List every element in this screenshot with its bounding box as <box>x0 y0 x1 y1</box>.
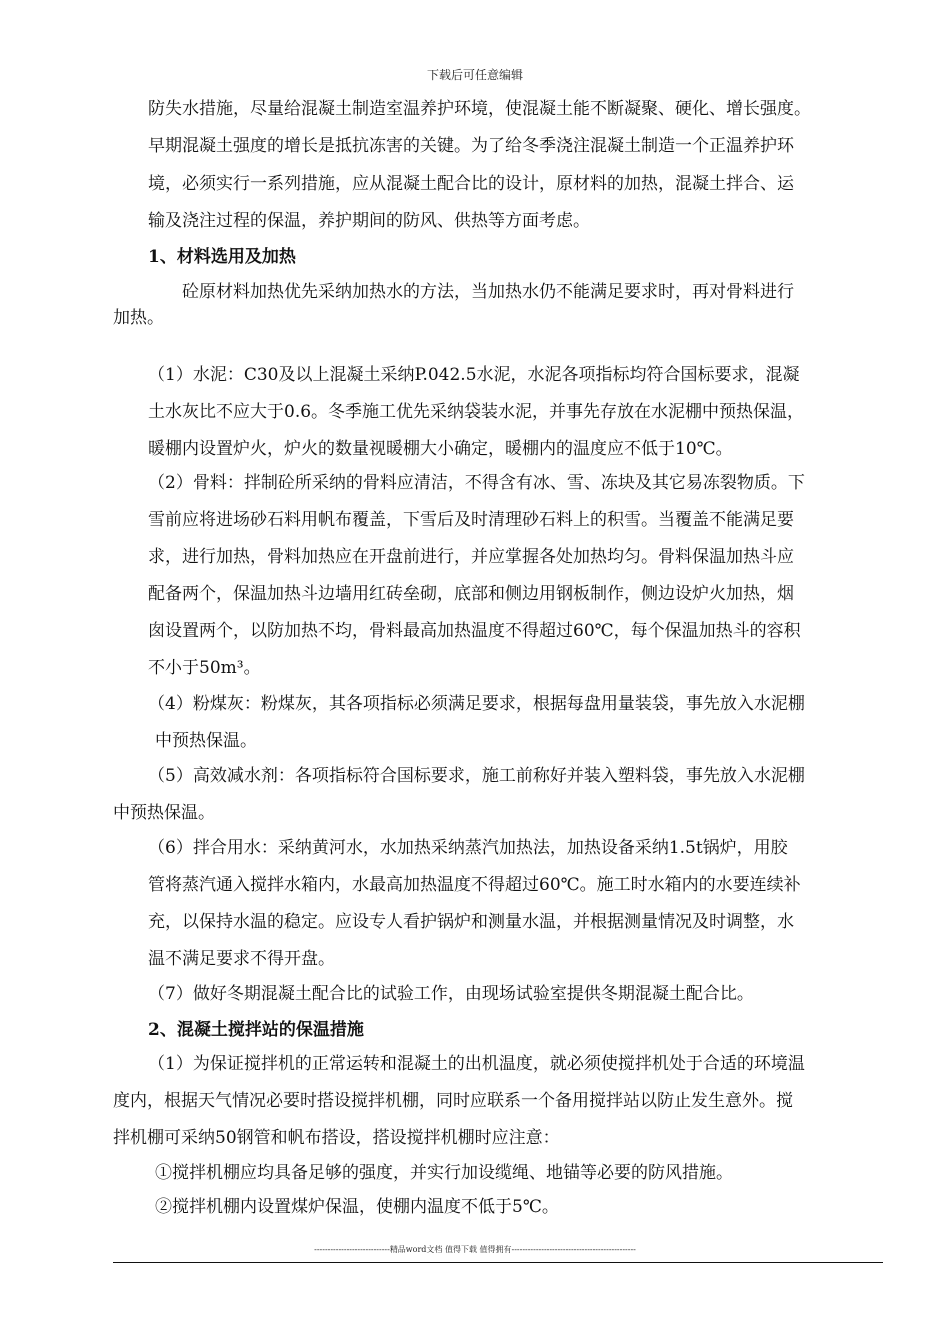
cement-line-1: （1）水泥：C30及以上混凝土采纳P.042.5水泥，水泥各项指标均符合国标要求，混凝 <box>148 365 800 385</box>
cement-line-2: 土水灰比不应大于0.6。冬季施工优先采纳袋装水泥，并事先存放在水泥棚中预热保温， <box>148 402 805 422</box>
section-2-line-2: 度内，根据天气情况必要时搭设搅拌机棚，同时应联系一个备用搅拌站以防止发生意外。搅 <box>113 1091 793 1111</box>
reducer-line-2: 中预热保温。 <box>113 803 215 823</box>
section-1-intro-line-2: 加热。 <box>113 308 164 328</box>
aggregate-line-4: 配备两个，保温加热斗边墙用红砖垒砌，底部和侧边用钢板制作，侧边设炉火加热，烟 <box>148 584 794 604</box>
footer-divider <box>113 1262 883 1263</box>
flyash-line-1: （4）粉煤灰：粉煤灰，其各项指标必须满足要求，根据每盘用量装袋，事先放入水泥棚 <box>148 694 805 714</box>
section-2-item-1: ①搅拌机棚应均具备足够的强度，并实行加设缆绳、地锚等必要的防风措施。 <box>155 1163 733 1183</box>
section-2-heading: 2、混凝土搅拌站的保温措施 <box>148 1020 364 1040</box>
aggregate-line-5: 囱设置两个，以防加热不均，骨料最高加热温度不得超过60℃，每个保温加热斗的容积 <box>148 621 801 641</box>
section-2-line-3: 拌机棚可采纳50钢管和帆布搭设，搭设搅拌机棚时应注意： <box>113 1128 560 1148</box>
section-2-item-2: ②搅拌机棚内设置煤炉保温，使棚内温度不低于5℃。 <box>155 1197 559 1217</box>
section-1-heading: 1、材料选用及加热 <box>148 247 296 267</box>
intro-line-4: 输及浇注过程的保温，养护期间的防风、供热等方面考虑。 <box>148 211 590 231</box>
aggregate-line-2: 雪前应将进场砂石料用帆布覆盖，下雪后及时清理砂石料上的积雪。当覆盖不能满足要 <box>148 510 794 530</box>
water-line-4: 温不满足要求不得开盘。 <box>148 949 335 969</box>
section-2-line-1: （1）为保证搅拌机的正常运转和混凝土的出机温度，就必须使搅拌机处于合适的环境温 <box>148 1054 805 1074</box>
aggregate-line-1: （2）骨料：拌制砼所采纳的骨料应清洁，不得含有冰、雪、冻块及其它易冻裂物质。下 <box>148 473 805 493</box>
water-line-1: （6）拌合用水：采纳黄河水，水加热采纳蒸汽加热法，加热设备采纳1.5t锅炉，用胶 <box>148 838 788 858</box>
section-1-intro-line-1: 砼原材料加热优先采纳加热水的方法，当加热水仍不能满足要求时，再对骨料进行 <box>182 282 794 302</box>
intro-line-3: 境，必须实行一系列措施，应从混凝土配合比的设计，原材料的加热，混凝土拌合、运 <box>148 174 794 194</box>
page-header: 下载后可任意编辑 <box>426 68 523 82</box>
aggregate-line-6: 不小于50m³。 <box>148 658 261 678</box>
water-line-3: 充，以保持水温的稳定。应设专人看护锅炉和测量水温，并根据测量情况及时调整，水 <box>148 912 794 932</box>
page-footer: ----------------------------精品word文档 值得下载 值得拥有---------------------------------------------- <box>314 1245 636 1254</box>
aggregate-line-3: 求，进行加热，骨料加热应在开盘前进行，并应掌握各处加热均匀。骨料保温加热斗应 <box>148 547 794 567</box>
mix-trial-line: （7）做好冬期混凝土配合比的试验工作，由现场试验室提供冬期混凝土配合比。 <box>148 984 754 1004</box>
reducer-line-1: （5）高效减水剂：各项指标符合国标要求，施工前称好并装入塑料袋，事先放入水泥棚 <box>148 766 805 786</box>
intro-line-2: 早期混凝土强度的增长是抵抗冻害的关键。为了给冬季浇注混凝土制造一个正温养护环 <box>148 136 794 156</box>
water-line-2: 管将蒸汽通入搅拌水箱内，水最高加热温度不得超过60℃。施工时水箱内的水要连续补 <box>148 875 801 895</box>
cement-line-3: 暖棚内设置炉火，炉火的数量视暖棚大小确定，暖棚内的温度应不低于10℃。 <box>148 439 733 459</box>
flyash-line-2: 中预热保温。 <box>155 731 257 751</box>
intro-line-1: 防失水措施，尽量给混凝土制造室温养护环境，使混凝土能不断凝聚、硬化、增长强度。 <box>148 99 811 119</box>
